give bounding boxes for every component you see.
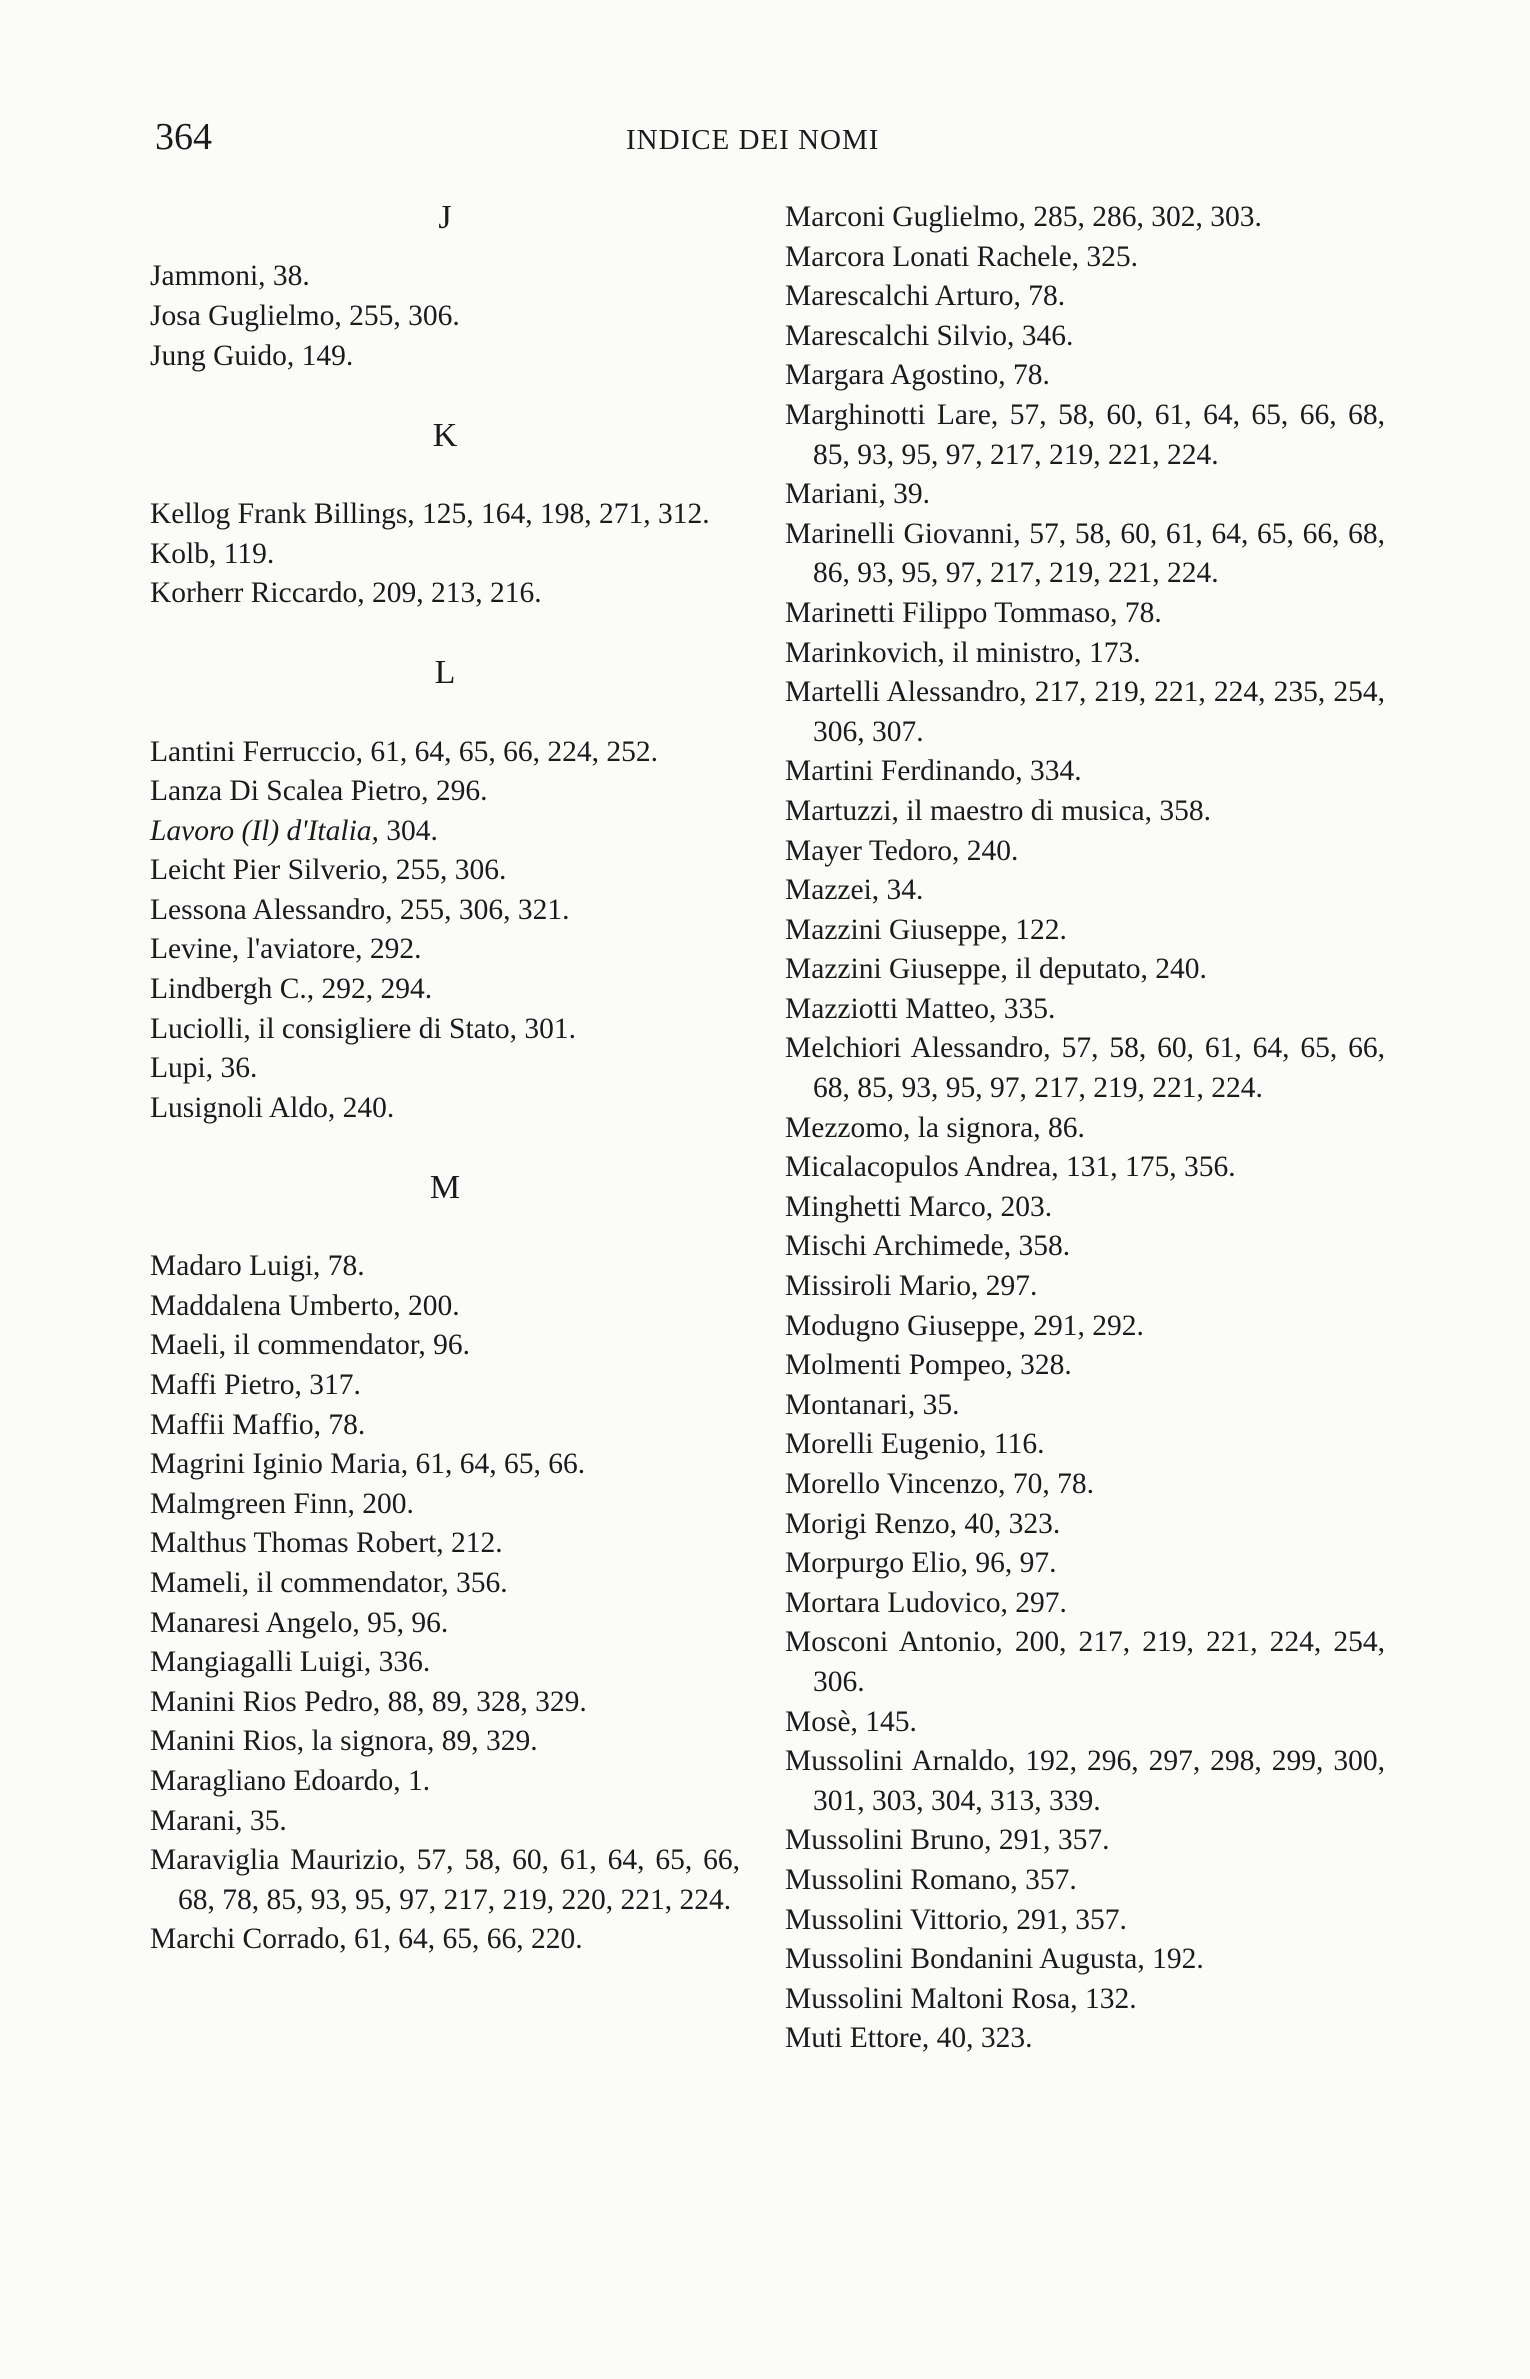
entry-pages: 304. bbox=[378, 814, 438, 847]
index-entry: Mosè, 145. bbox=[785, 1705, 917, 1738]
index-entry: Marchi Corrado, 61, 64, 65, 66, 220. bbox=[150, 1923, 583, 1956]
index-entry: Mussolini Vittorio, 291, 357. bbox=[785, 1903, 1127, 1936]
index-entry: Maragliano Edoardo, 1. bbox=[150, 1764, 431, 1797]
index-entry: Mameli, il commendator, 356. bbox=[150, 1566, 508, 1599]
page-number: 364 bbox=[155, 116, 212, 158]
index-entry: Lantini Ferruccio, 61, 64, 65, 66, 224, 252. bbox=[150, 735, 658, 768]
index-entry: Mangiagalli Luigi, 336. bbox=[150, 1646, 431, 1679]
index-entry: Kolb, 119. bbox=[150, 537, 275, 570]
index-entry: Mischi Archimede, 358. bbox=[785, 1230, 1071, 1263]
index-entry: Muti Ettore, 40, 323. bbox=[785, 2022, 1033, 2055]
index-entry: Melchiori Alessandro, 57, 58, 60, 61, 64, 65, 66, 68, 85, 93, 95, 97, 217, 219, 221, 224. bbox=[785, 1032, 1385, 1105]
index-entry: Mazzei, 34. bbox=[785, 874, 924, 907]
index-entry: Morpurgo Elio, 96, 97. bbox=[785, 1547, 1057, 1580]
index-entry: Leicht Pier Silverio, 255, 306. bbox=[150, 854, 507, 887]
index-entry: Mariani, 39. bbox=[785, 478, 931, 511]
index-entry: Marescalchi Arturo, 78. bbox=[785, 280, 1066, 313]
index-entry: Maffi Pietro, 317. bbox=[150, 1369, 361, 1402]
index-entry: Martuzzi, il maestro di musica, 358. bbox=[785, 794, 1212, 827]
index-entry: Mussolini Romano, 357. bbox=[785, 1863, 1077, 1896]
index-entry: Kellog Frank Billings, 125, 164, 198, 271, 312. bbox=[150, 497, 710, 530]
right-column bbox=[785, 198, 1385, 2059]
section-l-list bbox=[150, 733, 740, 812]
index-entry: Marcora Lonati Rachele, 325. bbox=[785, 240, 1139, 273]
index-entry: Marani, 35. bbox=[150, 1804, 287, 1837]
index-entry: Levine, l'aviatore, 292. bbox=[150, 933, 422, 966]
index-entry: Mazziotti Matteo, 335. bbox=[785, 992, 1056, 1025]
section-m-list bbox=[150, 1247, 740, 1960]
index-entry: Morelli Eugenio, 116. bbox=[785, 1428, 1045, 1461]
publication-title: Lavoro (Il) d'Italia, bbox=[150, 814, 379, 847]
index-entry: Malmgreen Finn, 200. bbox=[150, 1487, 414, 1520]
index-entry: Manini Rios Pedro, 88, 89, 328, 329. bbox=[150, 1685, 587, 1718]
index-entry: Morigi Renzo, 40, 323. bbox=[785, 1507, 1061, 1540]
index-entry: Modugno Giuseppe, 291, 292. bbox=[785, 1309, 1144, 1342]
index-entry: Josa Guglielmo, 255, 306. bbox=[150, 299, 460, 332]
index-entry: Mayer Tedoro, 240. bbox=[785, 834, 1019, 867]
index-entry: Maffii Maffio, 78. bbox=[150, 1408, 366, 1441]
index-entry: Lessona Alessandro, 255, 306, 321. bbox=[150, 893, 570, 926]
index-entry: Jammoni, 38. bbox=[150, 260, 310, 293]
section-letter-j: J bbox=[438, 199, 452, 236]
index-entry: Marinkovich, il ministro, 173. bbox=[785, 636, 1141, 669]
index-entry: Minghetti Marco, 203. bbox=[785, 1190, 1053, 1223]
index-entry: Margara Agostino, 78. bbox=[785, 359, 1050, 392]
left-column bbox=[150, 198, 740, 1960]
index-entry: Mussolini Bruno, 291, 357. bbox=[785, 1824, 1110, 1857]
index-entry: Lusignoli Aldo, 240. bbox=[150, 1091, 395, 1124]
index-entry: Morello Vincenzo, 70, 78. bbox=[785, 1468, 1095, 1500]
index-entry: Mussolini Arnaldo, 192, 296, 297, 298, 299, 300, 301, 303, 304, 313, 339. bbox=[785, 1745, 1385, 1817]
section-l-list-continued bbox=[150, 851, 740, 1128]
index-entry: Martini Ferdinando, 334. bbox=[785, 755, 1082, 788]
index-entry: Manini Rios, la signora, 89, 329. bbox=[150, 1725, 538, 1758]
index-entry: Jung Guido, 149. bbox=[150, 339, 354, 372]
index-entry: Madaro Luigi, 78. bbox=[150, 1250, 365, 1283]
index-entry: Lupi, 36. bbox=[150, 1052, 258, 1085]
section-letter-l: L bbox=[434, 654, 456, 692]
index-entry: Molmenti Pompeo, 328. bbox=[785, 1349, 1072, 1382]
index-entry: Marconi Guglielmo, 285, 286, 302, 303. bbox=[785, 201, 1262, 233]
section-j-list bbox=[150, 257, 740, 376]
section-k-list bbox=[150, 495, 740, 614]
index-entry: Luciolli, il consigliere di Stato, 301. bbox=[150, 1012, 577, 1045]
section-letter-m: M bbox=[429, 1169, 461, 1207]
index-entry: Mortara Ludovico, 297. bbox=[785, 1586, 1067, 1619]
index-entry: Malthus Thomas Robert, 212. bbox=[150, 1527, 503, 1560]
index-entry: Lindbergh C., 292, 294. bbox=[150, 973, 433, 1006]
index-entry: Mussolini Bondanini Augusta, 192. bbox=[785, 1943, 1204, 1976]
index-entry: Korherr Riccardo, 209, 213, 216. bbox=[150, 577, 542, 610]
index-entry: Montanari, 35. bbox=[785, 1388, 960, 1421]
index-entry: Magrini Iginio Maria, 61, 64, 65, 66. bbox=[150, 1448, 586, 1481]
section-letter-k: K bbox=[432, 416, 458, 454]
index-entry: Mazzini Giuseppe, 122. bbox=[785, 913, 1067, 946]
index-entry: Marinelli Giovanni, 57, 58, 60, 61, 64, 65, 66, 68, 86, 93, 95, 97, 217, 219, 221, 224. bbox=[785, 517, 1385, 590]
index-entry: Mazzini Giuseppe, il deputato, 240. bbox=[785, 953, 1207, 986]
index-entry: Marghinotti Lare, 57, 58, 60, 61, 64, 65, 66, 68, 85, 93, 95, 97, 217, 219, 221, 224. bbox=[785, 398, 1385, 471]
index-entry: Marescalchi Silvio, 346. bbox=[785, 319, 1074, 352]
index-entry: Mosconi Antonio, 200, 217, 219, 221, 224, 254, 306. bbox=[785, 1626, 1385, 1698]
index-entry: Martelli Alessandro, 217, 219, 221, 224, 235, 254, 306, 307. bbox=[785, 676, 1385, 748]
index-entry: Mussolini Maltoni Rosa, 132. bbox=[785, 1982, 1137, 2015]
index-entry: Mezzomo, la signora, 86. bbox=[785, 1111, 1085, 1144]
index-entry: Manaresi Angelo, 95, 96. bbox=[150, 1606, 449, 1639]
index-entry bbox=[150, 812, 740, 852]
index-entry: Lanza Di Scalea Pietro, 296. bbox=[150, 775, 488, 808]
running-head: INDICE DEI NOMI bbox=[626, 124, 880, 156]
index-entry: Maraviglia Maurizio, 57, 58, 60, 61, 64, 65, 66, 68, 78, 85, 93, 95, 97, 217, 219, 220, 221, 224. bbox=[150, 1844, 740, 1916]
index-entry: Maeli, il commendator, 96. bbox=[150, 1329, 470, 1362]
index-entry: Micalacopulos Andrea, 131, 175, 356. bbox=[785, 1151, 1236, 1184]
index-entry: Maddalena Umberto, 200. bbox=[150, 1289, 460, 1322]
index-entry: Marinetti Filippo Tommaso, 78. bbox=[785, 596, 1162, 629]
index-entry: Missiroli Mario, 297. bbox=[785, 1270, 1038, 1303]
section-m-list-continued bbox=[785, 198, 1385, 2059]
